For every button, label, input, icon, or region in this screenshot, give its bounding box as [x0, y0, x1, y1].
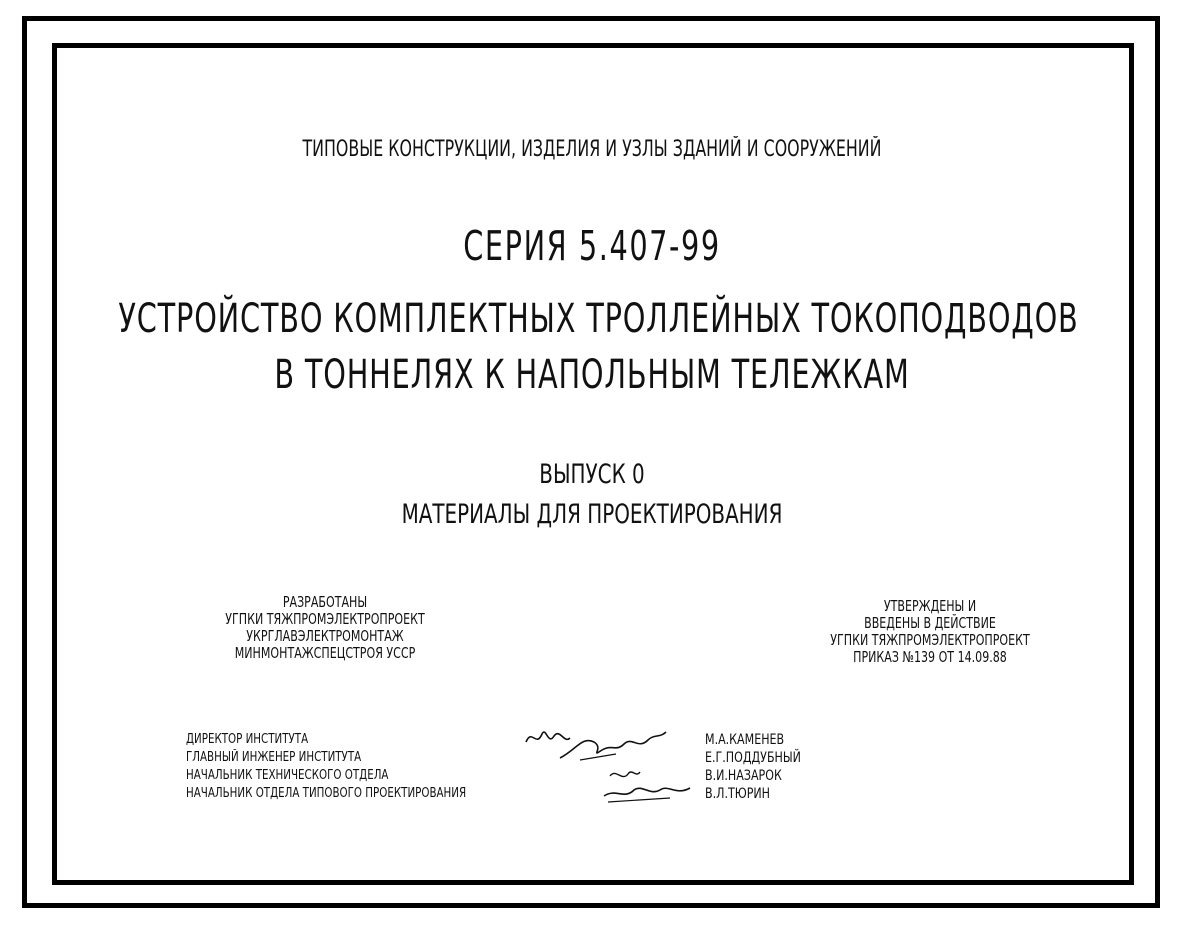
signatory-name: М.А.КАМЕНЕВ: [705, 732, 785, 748]
signatory-role: ГЛАВНЫЙ ИНЖЕНЕР ИНСТИТУТА: [186, 750, 362, 765]
developed-heading: РАЗРАБОТАНЫ: [282, 593, 368, 611]
signatory-role: ДИРЕКТОР ИНСТИТУТА: [186, 732, 309, 747]
standard-header: ТИПОВЫЕ КОНСТРУКЦИИ, ИЗДЕЛИЯ И УЗЛЫ ЗДАНИЙ И СООРУЖЕНИЙ: [302, 137, 882, 162]
approved-by-block: [774, 598, 1086, 666]
series-number: СЕРИЯ 5.407-99: [463, 222, 721, 270]
issue-number: ВЫПУСК 0: [539, 459, 645, 490]
developer-organization: МИНМОНТАЖСПЕЦСТРОЯ УССР: [234, 644, 416, 662]
approved-heading: УТВЕРЖДЕНЫ И: [883, 597, 977, 615]
handwritten-signature: [600, 764, 696, 806]
signatory-name: В.Л.ТЮРИН: [705, 786, 771, 802]
signatory-role: НАЧАЛЬНИК ТЕХНИЧЕСКОГО ОТДЕЛА: [186, 768, 389, 783]
developer-organization: УГПКИ ТЯЖПРОМЭЛЕКТРОПРОЕКТ: [225, 610, 425, 628]
handwritten-signature: [520, 722, 670, 766]
approval-line: ВВЕДЕНЫ В ДЕЙСТВИЕ: [864, 614, 996, 632]
document-title-line-2: В ТОННЕЛЯХ К НАПОЛЬНЫМ ТЕЛЕЖКАМ: [274, 352, 910, 398]
developed-by-block: [182, 594, 469, 662]
signatory-role: НАЧАЛЬНИК ОТДЕЛА ТИПОВОГО ПРОЕКТИРОВАНИЯ: [186, 786, 467, 801]
signatory-name: Е.Г.ПОДДУБНЫЙ: [705, 750, 801, 766]
approval-line: УГПКИ ТЯЖПРОМЭЛЕКТРОПРОЕКТ: [830, 631, 1030, 649]
approval-order: ПРИКАЗ №139 ОТ 14.09.88: [853, 648, 1007, 666]
document-title-line-1: УСТРОЙСТВО КОМПЛЕКТНЫХ ТРОЛЛЕЙНЫХ ТОКОПОДВОДОВ: [118, 296, 1079, 342]
developer-organization: УКРГЛАВЭЛЕКТРОМОНТАЖ: [246, 627, 404, 645]
signatory-name: В.И.НАЗАРОК: [705, 768, 782, 784]
issue-subtitle: МАТЕРИАЛЫ ДЛЯ ПРОЕКТИРОВАНИЯ: [401, 499, 783, 530]
